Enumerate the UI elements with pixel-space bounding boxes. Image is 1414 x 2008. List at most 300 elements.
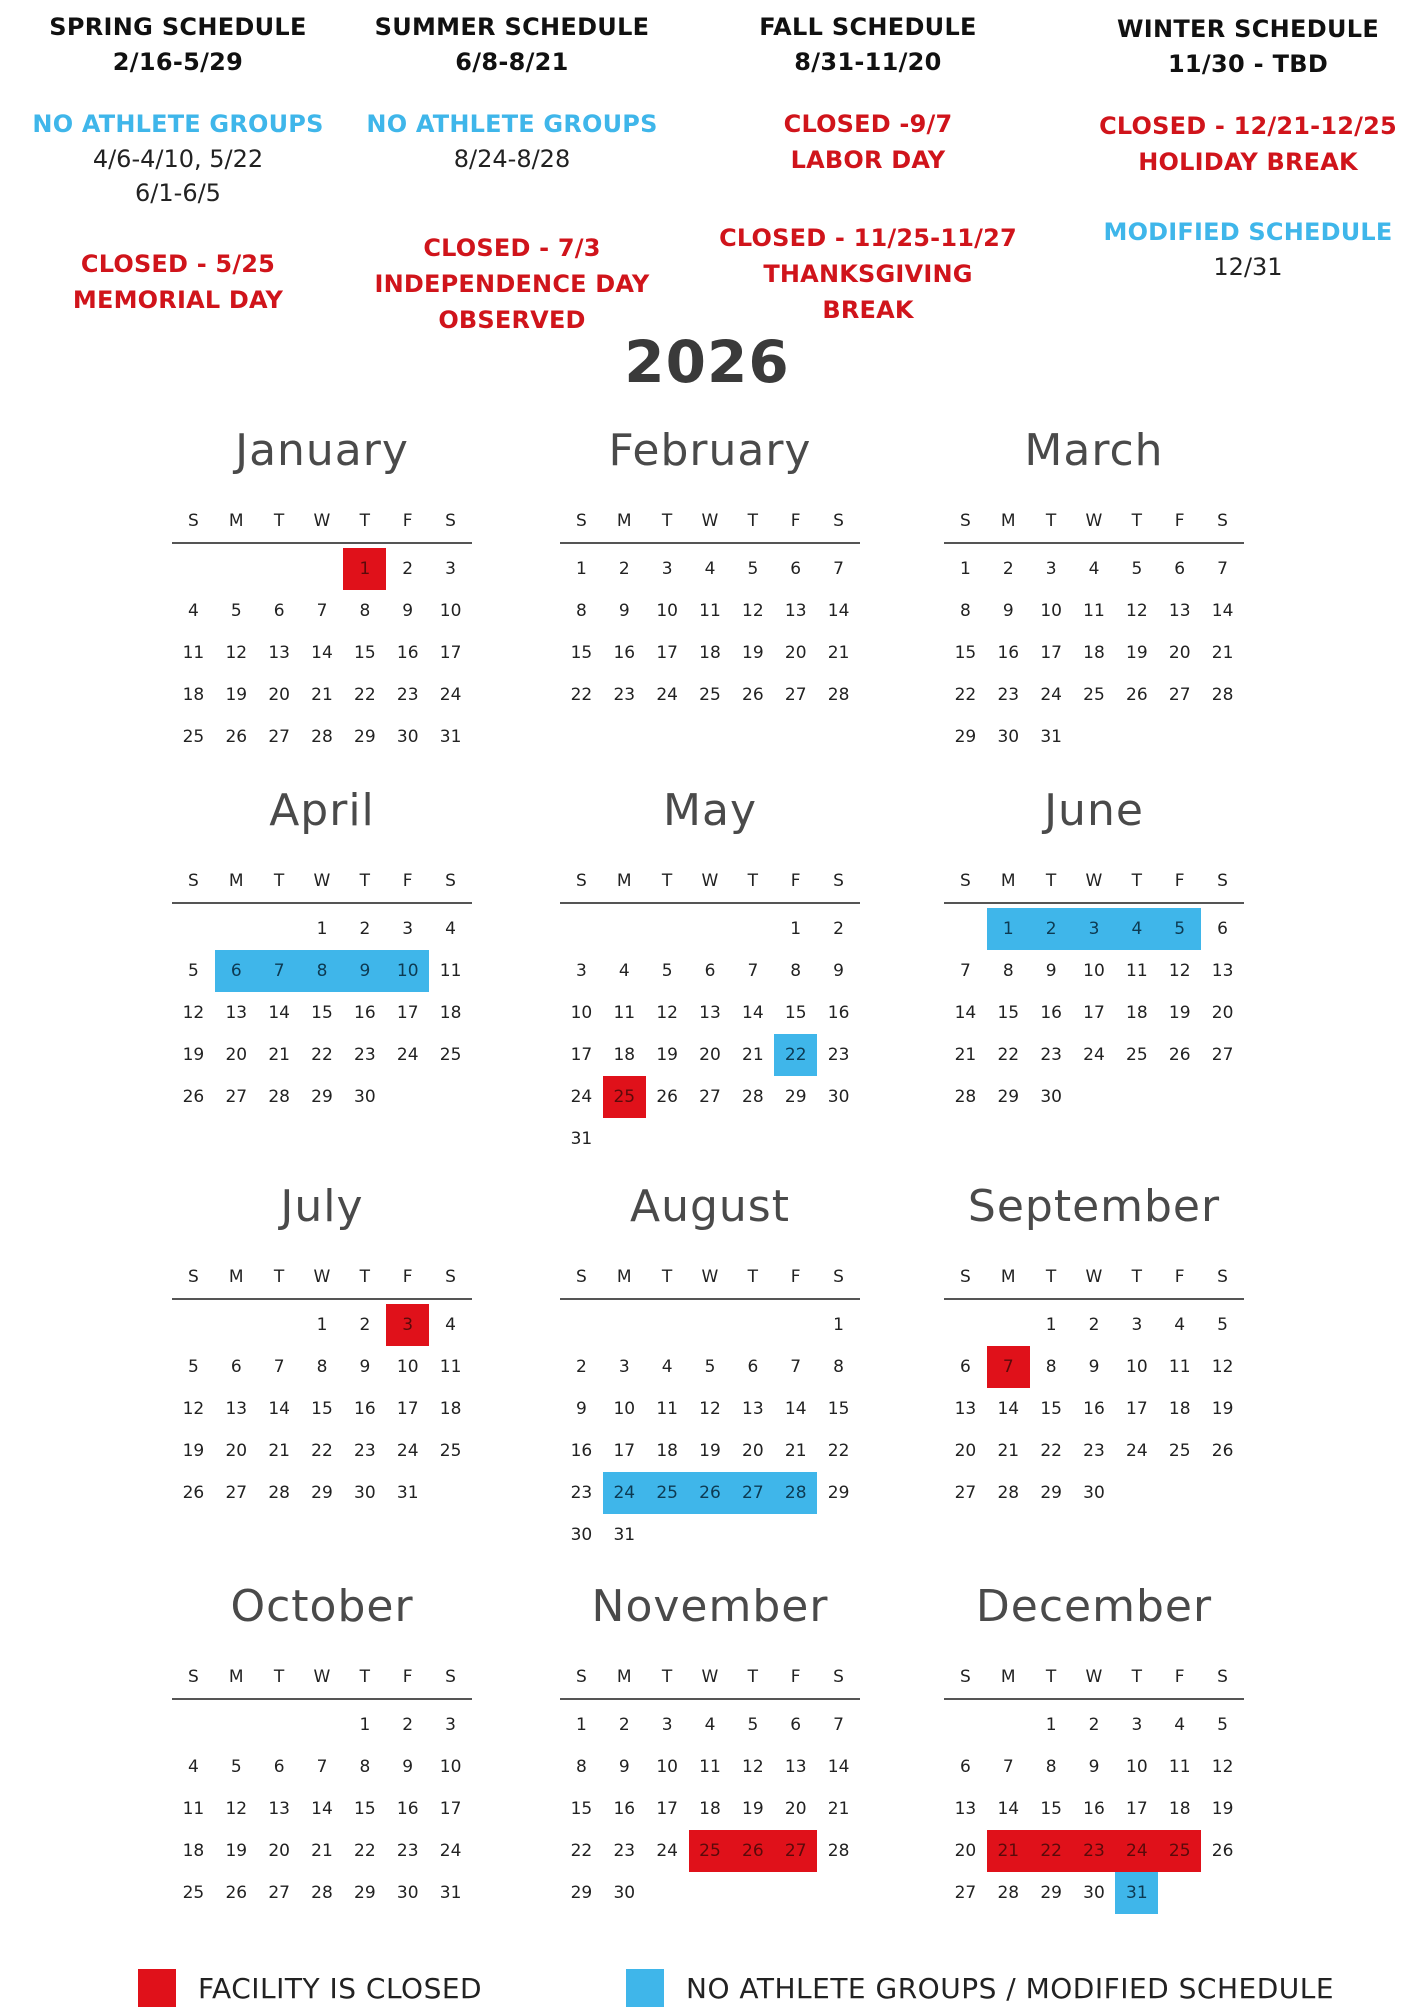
- note-heading: CLOSED - 11/25-11/27 THANKSGIVING BREAK: [719, 224, 1017, 324]
- day-cell: 4: [1088, 559, 1100, 579]
- day-cell: 5: [1158, 908, 1201, 950]
- day-cell: 15: [570, 1799, 593, 1819]
- weekday-header: [944, 504, 1244, 538]
- schedule-note: [1078, 108, 1414, 180]
- weekday-header: [172, 1660, 472, 1694]
- day-cell: 25: [699, 685, 721, 705]
- day-cell: 16: [1083, 1399, 1105, 1419]
- day-cell: 31: [439, 1883, 462, 1903]
- schedule-note: [698, 106, 1038, 178]
- schedule-title: SUMMER SCHEDULE: [374, 13, 650, 41]
- empty-cell: [301, 1704, 344, 1746]
- day-cell: 7: [316, 601, 328, 621]
- day-cell: 22: [311, 1441, 333, 1461]
- month-january: [172, 420, 472, 758]
- day-cell: 24: [396, 1045, 419, 1065]
- day-cell: 12: [225, 643, 248, 663]
- day-cell: 3: [445, 559, 456, 579]
- day-cell: 4: [445, 1315, 456, 1335]
- closed-swatch: [138, 1969, 176, 2007]
- day-cell: 30: [1083, 1883, 1105, 1903]
- day-cell: 17: [570, 1045, 593, 1065]
- day-cell: 1: [960, 559, 971, 579]
- day-cell: 9: [1088, 1357, 1100, 1377]
- schedule-column: [342, 0, 682, 338]
- weekday-label: S: [445, 1267, 456, 1287]
- day-cell: 7: [833, 1715, 844, 1735]
- day-cell: 2: [618, 559, 630, 579]
- day-cell: 12: [742, 1757, 764, 1777]
- day-cell: 25: [182, 727, 205, 747]
- day-cell: 1: [790, 919, 802, 939]
- day-cell: 30: [1083, 1483, 1105, 1503]
- month-june: [944, 780, 1244, 1118]
- day-cell: 29: [1040, 1883, 1062, 1903]
- day-cell: 17: [656, 643, 678, 663]
- day-cell: 3: [386, 1304, 429, 1346]
- day-cell: 12: [182, 1399, 205, 1419]
- day-cell: 31: [439, 727, 462, 747]
- weekday-label: M: [228, 1267, 244, 1287]
- weekday-label: F: [1174, 1667, 1185, 1687]
- day-cell: 13: [225, 1399, 248, 1419]
- day-cell: 28: [268, 1087, 290, 1107]
- weekday-label: S: [833, 1667, 844, 1687]
- day-cell: 12: [1211, 1757, 1234, 1777]
- day-cell: 10: [1126, 1357, 1148, 1377]
- day-cell: 13: [784, 1757, 807, 1777]
- month-may: [560, 780, 860, 1160]
- day-cell: 28: [1211, 685, 1234, 705]
- month-april: [172, 780, 472, 1118]
- day-cell: 3: [1045, 559, 1057, 579]
- day-cell: 24: [396, 1441, 419, 1461]
- day-cell: 28: [311, 727, 333, 747]
- day-cell: 2: [359, 919, 371, 939]
- day-cell: 7: [258, 950, 301, 992]
- weekday-label: T: [1131, 871, 1142, 891]
- weekday-label: T: [747, 1267, 758, 1287]
- day-cell: 19: [1126, 643, 1148, 663]
- day-cell: 27: [784, 685, 807, 705]
- weekday-label: W: [313, 871, 331, 891]
- day-cell: 26: [225, 727, 248, 747]
- weekday-label: W: [313, 1267, 331, 1287]
- weekday-label: M: [228, 871, 244, 891]
- day-cell: 19: [225, 1841, 248, 1861]
- day-cell: 9: [1045, 961, 1057, 981]
- note-text: 12/31: [1213, 253, 1283, 281]
- day-cell: 13: [225, 1003, 248, 1023]
- day-cell: 11: [439, 1357, 462, 1377]
- day-grid: [944, 1704, 1244, 1914]
- day-grid: [172, 548, 472, 758]
- day-cell: 16: [570, 1441, 593, 1461]
- weekday-label: M: [1000, 871, 1016, 891]
- day-cell: 25: [439, 1045, 462, 1065]
- empty-cell: [603, 908, 646, 950]
- day-cell: 12: [225, 1799, 248, 1819]
- day-cell: 2: [576, 1357, 587, 1377]
- weekday-label: M: [228, 1667, 244, 1687]
- day-cell: 13: [268, 643, 290, 663]
- month-name: August: [630, 1181, 790, 1232]
- day-cell: 19: [742, 1799, 764, 1819]
- empty-cell: [731, 1304, 774, 1346]
- day-cell: 12: [656, 1003, 678, 1023]
- day-cell: 28: [997, 1483, 1020, 1503]
- day-cell: 3: [618, 1357, 630, 1377]
- day-cell: 20: [954, 1841, 977, 1861]
- weekday-label: F: [790, 871, 801, 891]
- day-grid: [560, 1704, 860, 1914]
- day-cell: 29: [997, 1087, 1020, 1107]
- day-cell: 23: [613, 685, 636, 705]
- empty-cell: [172, 908, 215, 950]
- day-cell: 8: [1045, 1357, 1057, 1377]
- day-cell: 28: [827, 685, 850, 705]
- day-cell: 3: [661, 1715, 673, 1735]
- weekday-label: T: [661, 1667, 673, 1687]
- schedule-column: [1078, 0, 1414, 284]
- day-cell: 30: [570, 1525, 593, 1545]
- weekday-label: T: [359, 1267, 370, 1287]
- day-cell: 10: [439, 1757, 462, 1777]
- day-cell: 6: [960, 1357, 971, 1377]
- weekday-label: T: [273, 511, 285, 531]
- day-cell: 11: [439, 961, 462, 981]
- empty-cell: [172, 1304, 215, 1346]
- schedule-note: [342, 230, 682, 338]
- day-cell: 8: [576, 1757, 587, 1777]
- day-cell: 6: [273, 601, 285, 621]
- day-cell: 18: [182, 685, 205, 705]
- day-cell: 4: [445, 919, 456, 939]
- day-cell: 4: [704, 1715, 716, 1735]
- day-cell: 2: [1002, 559, 1014, 579]
- day-cell: 5: [230, 601, 242, 621]
- header-divider: [944, 542, 1244, 544]
- day-cell: 11: [1168, 1757, 1191, 1777]
- day-cell: 21: [311, 685, 333, 705]
- note-heading: MODIFIED SCHEDULE: [1103, 218, 1393, 246]
- day-cell: 1: [1045, 1715, 1057, 1735]
- day-cell: 4: [661, 1357, 673, 1377]
- day-cell: 17: [1126, 1799, 1148, 1819]
- day-cell: 16: [396, 643, 419, 663]
- day-cell: 14: [742, 1003, 764, 1023]
- day-cell: 12: [742, 601, 764, 621]
- day-cell: 1: [343, 548, 386, 590]
- day-cell: 30: [1040, 1087, 1062, 1107]
- day-cell: 6: [790, 559, 802, 579]
- day-cell: 2: [1088, 1715, 1100, 1735]
- day-cell: 7: [747, 961, 759, 981]
- empty-cell: [646, 1304, 689, 1346]
- day-cell: 1: [576, 559, 587, 579]
- weekday-label: F: [1174, 1267, 1185, 1287]
- day-cell: 20: [268, 1841, 290, 1861]
- day-cell: 8: [960, 601, 971, 621]
- weekday-label: W: [701, 511, 719, 531]
- weekday-label: S: [445, 511, 456, 531]
- day-cell: 17: [396, 1399, 419, 1419]
- empty-cell: [258, 1704, 301, 1746]
- day-cell: 26: [742, 685, 764, 705]
- day-cell: 14: [311, 643, 333, 663]
- day-cell: 15: [784, 1003, 807, 1023]
- day-cell: 20: [784, 1799, 807, 1819]
- weekday-label: S: [960, 1267, 971, 1287]
- legend-closed-label: FACILITY IS CLOSED: [198, 1971, 483, 2005]
- empty-cell: [560, 1304, 603, 1346]
- weekday-label: T: [1045, 511, 1057, 531]
- day-cell: 17: [1040, 643, 1062, 663]
- weekday-label: T: [747, 1667, 758, 1687]
- day-cell: 6: [215, 950, 258, 992]
- day-cell: 25: [689, 1830, 732, 1872]
- day-cell: 18: [613, 1045, 636, 1065]
- day-cell: 6: [704, 961, 716, 981]
- empty-cell: [944, 908, 987, 950]
- day-cell: 2: [618, 1715, 630, 1735]
- month-name: October: [230, 1581, 414, 1632]
- weekday-label: S: [833, 1267, 844, 1287]
- day-cell: 2: [359, 1315, 371, 1335]
- weekday-label: T: [1045, 1667, 1057, 1687]
- day-cell: 17: [1126, 1399, 1148, 1419]
- day-cell: 27: [1211, 1045, 1234, 1065]
- day-cell: 10: [613, 1399, 636, 1419]
- day-cell: 16: [613, 643, 636, 663]
- day-cell: 1: [316, 919, 328, 939]
- weekday-header: [944, 1260, 1244, 1294]
- weekday-label: M: [228, 511, 244, 531]
- weekday-label: W: [313, 511, 331, 531]
- weekday-label: S: [576, 511, 587, 531]
- day-cell: 14: [997, 1399, 1020, 1419]
- month-august: [560, 1176, 860, 1556]
- day-cell: 22: [311, 1045, 333, 1065]
- day-cell: 10: [1126, 1757, 1148, 1777]
- day-cell: 21: [997, 1441, 1020, 1461]
- day-cell: 28: [311, 1883, 333, 1903]
- day-cell: 24: [656, 1841, 678, 1861]
- day-cell: 18: [1083, 643, 1105, 663]
- legend-modified: [626, 1968, 1334, 2008]
- day-grid: [172, 1304, 472, 1514]
- day-cell: 2: [1088, 1315, 1100, 1335]
- day-cell: 15: [570, 643, 593, 663]
- day-cell: 28: [997, 1883, 1020, 1903]
- day-cell: 9: [402, 1757, 414, 1777]
- day-cell: 18: [439, 1003, 462, 1023]
- day-cell: 11: [613, 1003, 636, 1023]
- day-cell: 30: [997, 727, 1020, 747]
- weekday-label: S: [576, 1267, 587, 1287]
- weekday-label: T: [747, 871, 758, 891]
- schedule-range: 8/31-11/20: [794, 48, 942, 76]
- day-cell: 29: [311, 1483, 333, 1503]
- day-cell: 26: [1211, 1441, 1234, 1461]
- day-cell: 1: [833, 1315, 844, 1335]
- day-cell: 22: [954, 685, 977, 705]
- day-cell: 11: [182, 1799, 205, 1819]
- month-name: November: [591, 1581, 829, 1632]
- day-cell: 7: [790, 1357, 802, 1377]
- day-cell: 19: [1211, 1799, 1234, 1819]
- day-cell: 21: [827, 1799, 850, 1819]
- weekday-label: T: [1045, 1267, 1057, 1287]
- day-cell: 9: [402, 601, 414, 621]
- day-cell: 24: [1126, 1441, 1148, 1461]
- day-cell: 13: [954, 1399, 977, 1419]
- day-cell: 28: [954, 1087, 977, 1107]
- schedule-column: [8, 0, 348, 318]
- weekday-label: M: [616, 871, 632, 891]
- modified-swatch: [626, 1969, 664, 2007]
- day-cell: 20: [1168, 643, 1191, 663]
- weekday-label: T: [661, 511, 673, 531]
- weekday-label: M: [1000, 1267, 1016, 1287]
- day-cell: 20: [268, 685, 290, 705]
- day-cell: 23: [613, 1841, 636, 1861]
- day-cell: 16: [396, 1799, 419, 1819]
- day-cell: 5: [188, 1357, 199, 1377]
- day-cell: 11: [182, 643, 205, 663]
- day-cell: 13: [784, 601, 807, 621]
- day-cell: 19: [699, 1441, 721, 1461]
- day-cell: 3: [402, 919, 414, 939]
- day-cell: 13: [699, 1003, 721, 1023]
- weekday-label: T: [359, 511, 370, 531]
- empty-cell: [258, 908, 301, 950]
- month-october: [172, 1576, 472, 1914]
- weekday-label: S: [1217, 1267, 1228, 1287]
- weekday-label: S: [1217, 871, 1228, 891]
- day-cell: 4: [1174, 1715, 1186, 1735]
- day-cell: 9: [576, 1399, 587, 1419]
- schedule-column: [698, 0, 1038, 328]
- day-cell: 25: [1126, 1045, 1148, 1065]
- day-cell: 12: [699, 1399, 721, 1419]
- day-cell: 30: [396, 727, 419, 747]
- day-cell: 23: [396, 685, 419, 705]
- day-cell: 29: [954, 727, 977, 747]
- day-cell: 24: [1115, 1830, 1158, 1872]
- empty-cell: [301, 548, 344, 590]
- day-grid: [172, 1704, 472, 1914]
- day-cell: 14: [311, 1799, 333, 1819]
- day-cell: 16: [827, 1003, 850, 1023]
- day-cell: 8: [790, 961, 802, 981]
- day-cell: 14: [268, 1003, 290, 1023]
- day-cell: 28: [268, 1483, 290, 1503]
- day-cell: 27: [731, 1472, 774, 1514]
- month-name: March: [1024, 425, 1164, 476]
- day-cell: 18: [699, 643, 721, 663]
- day-cell: 23: [570, 1483, 593, 1503]
- day-cell: 1: [359, 1715, 371, 1735]
- day-cell: 7: [960, 961, 971, 981]
- day-cell: 19: [742, 643, 764, 663]
- note-heading: NO ATHLETE GROUPS: [366, 110, 658, 138]
- month-november: [560, 1576, 860, 1914]
- day-cell: 7: [316, 1757, 328, 1777]
- day-cell: 2: [402, 1715, 414, 1735]
- header-divider: [172, 1298, 472, 1300]
- empty-cell: [987, 1304, 1030, 1346]
- day-cell: 22: [354, 685, 376, 705]
- month-name: April: [269, 785, 375, 836]
- day-cell: 15: [354, 1799, 376, 1819]
- day-cell: 2: [1030, 908, 1073, 950]
- note-text: 4/6-4/10, 5/22: [92, 145, 264, 173]
- weekday-label: F: [790, 1667, 801, 1687]
- month-name: July: [280, 1181, 364, 1232]
- day-cell: 27: [954, 1483, 977, 1503]
- empty-cell: [560, 908, 603, 950]
- weekday-label: S: [833, 511, 844, 531]
- weekday-label: M: [616, 1667, 632, 1687]
- day-cell: 21: [954, 1045, 977, 1065]
- day-cell: 20: [1211, 1003, 1234, 1023]
- day-cell: 27: [1168, 685, 1191, 705]
- schedule-range: 6/8-8/21: [455, 48, 569, 76]
- month-july: [172, 1176, 472, 1514]
- header-divider: [944, 1298, 1244, 1300]
- day-cell: 31: [613, 1525, 636, 1545]
- day-cell: 14: [1211, 601, 1234, 621]
- day-cell: 30: [354, 1483, 376, 1503]
- day-cell: 26: [731, 1830, 774, 1872]
- day-cell: 29: [311, 1087, 333, 1107]
- day-cell: 10: [439, 601, 462, 621]
- day-cell: 24: [603, 1472, 646, 1514]
- day-cell: 28: [742, 1087, 764, 1107]
- weekday-label: F: [790, 1267, 801, 1287]
- weekday-label: T: [273, 1267, 285, 1287]
- day-cell: 4: [704, 559, 716, 579]
- day-cell: 23: [396, 1841, 419, 1861]
- day-cell: 12: [1211, 1357, 1234, 1377]
- day-cell: 13: [742, 1399, 764, 1419]
- note-text: 6/1-6/5: [135, 179, 221, 207]
- note-heading: CLOSED - 5/25 MEMORIAL DAY: [72, 250, 284, 314]
- day-cell: 6: [273, 1757, 285, 1777]
- day-cell: 22: [570, 685, 593, 705]
- day-cell: 8: [1002, 961, 1014, 981]
- note-text: 8/24-8/28: [453, 145, 571, 173]
- day-cell: 10: [1083, 961, 1105, 981]
- header-divider: [560, 1298, 860, 1300]
- day-cell: 31: [570, 1129, 593, 1149]
- day-cell: 5: [704, 1357, 716, 1377]
- schedule-note: [8, 106, 348, 210]
- day-cell: 13: [1211, 961, 1234, 981]
- day-cell: 8: [833, 1357, 844, 1377]
- day-cell: 9: [1088, 1757, 1100, 1777]
- weekday-label: T: [747, 511, 758, 531]
- day-cell: 19: [182, 1441, 205, 1461]
- day-cell: 23: [354, 1441, 376, 1461]
- day-cell: 20: [225, 1045, 248, 1065]
- weekday-label: M: [1000, 511, 1016, 531]
- day-cell: 9: [618, 601, 630, 621]
- empty-cell: [215, 1304, 258, 1346]
- day-cell: 2: [833, 919, 844, 939]
- day-cell: 16: [1083, 1799, 1105, 1819]
